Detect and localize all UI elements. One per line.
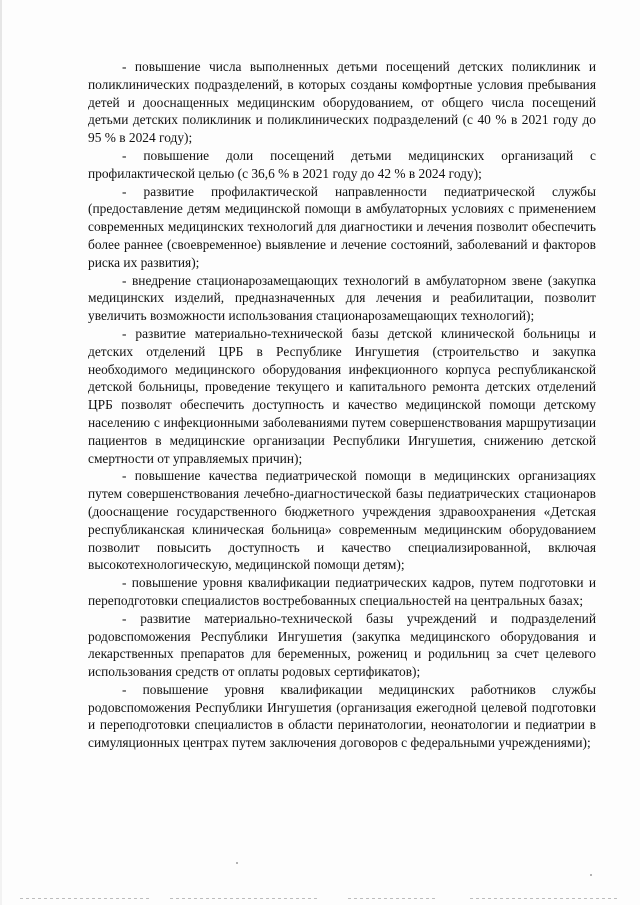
- scan-left-edge: [0, 0, 2, 905]
- paragraph-obstetrics-infrastructure: - развитие материально-технической базы учреждений и подразделений родовспоможения Республики Ингушетия (закупка медицинского оборудования и лекарственных препаратов для беременных, рожениц и родильниц за счет целевого использования средств от оплаты родовых сертификатов);: [88, 610, 596, 680]
- paragraph-pediatric-care-quality: - повышение качества педиатрической помощи в медицинских организациях путем совершенствования лечебно-диагностической базы педиатрических стационаров (дооснащение государственного бюджетного учреждения здравоохранения «Детская республиканская клиническая больница» современным медицинским оборудованием позволит повысить доступность и качество специализированной, включая высокотехнологическую, медицинской помощи детям);: [88, 468, 596, 573]
- paragraph-pediatric-staff-training: - повышение уровня квалификации педиатрических кадров, путем подготовки и переподготовки специалистов востребованных специальностей на центральных базах;: [88, 575, 596, 608]
- scan-bottom-dash: [348, 898, 438, 899]
- scan-bottom-dash: [470, 898, 620, 899]
- scan-speck: [236, 862, 238, 864]
- paragraph-hospital-infrastructure: - развитие материально-технической базы детской клинической больницы и детских отделений ЦРБ в Республике Ингушетия (строительство и закупка необходимого медицинского оборудования инфекционного корпуса республиканской детской больницы, проведение текущего и капитального ремонта детских отделений ЦРБ позволят обеспечить доступность и качество медицинской помощи детскому населению с инфекционными заболеваниями путем совершенствования маршрутизации пациентов в медицинские организации Республики Ингушетия, снижению детской смертности от управляемых причин);: [88, 325, 596, 466]
- paragraph-visits-comfort: - повышение числа выполненных детьми посещений детских поликлиник и поликлинических подразделений, в которых созданы комфортные условия пребывания детей и дооснащенных медицинским оборудованием, от общего числа посещений детьми детских поликлиник и поликлинических подразделений (с 40 % в 2021 году до 95 % в 2024 году);: [88, 59, 596, 146]
- paragraph-preventive-visits: - повышение доли посещений детьми медицинских организаций с профилактической целью (с 36,6 % в 2021 году до 42 % в 2024 году);: [88, 147, 596, 181]
- paragraph-inpatient-replacing-tech: - внедрение стационарозамещающих технологий в амбулаторном звене (закупка медицинских изделий, предназначенных для лечения и реабилитации, позволит увеличить возможности использования стационарозамещающих технологий);: [88, 272, 596, 324]
- scan-bottom-dash: [20, 898, 150, 899]
- scan-bottom-dash: [170, 898, 320, 899]
- paragraph-preventive-pediatrics: - развитие профилактической направленности педиатрической службы (предоставление детям медицинской помощи в амбулаторных условиях с применением современных медицинских технологий для диагностики и лечения позволит обеспечить более раннее (своевременное) выявление и лечение состояний, заболеваний и факторов риска их развития);: [88, 183, 596, 270]
- scan-speck: [590, 874, 592, 876]
- paragraph-obstetrics-staff-training: - повышение уровня квалификации медицинских работников службы родовспоможения Республики Ингушетия (организация ежегодной целевой подготовки и переподготовки специалистов в области перинатологии, неонатологии и педиатрии в симуляционных центрах путем заключения договоров с федеральными учреждениями);: [88, 681, 596, 751]
- document-body: [88, 58, 596, 752]
